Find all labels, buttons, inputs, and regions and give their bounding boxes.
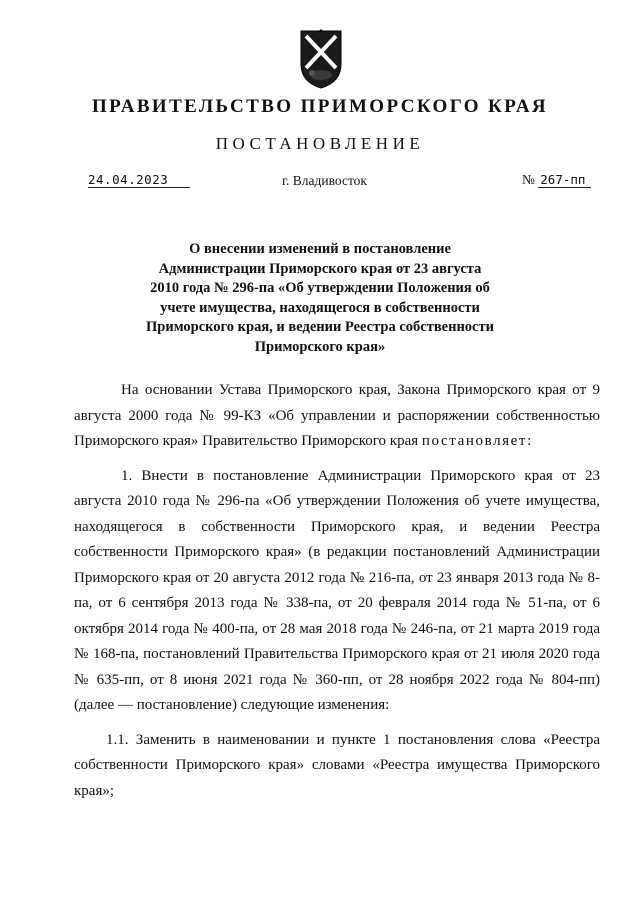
number-sign: № xyxy=(522,172,535,187)
decree-word: постановляет: xyxy=(421,433,533,449)
heading-line: 2010 года № 296-па «Об утверждении Положения об xyxy=(150,280,490,297)
heading-line: Приморского края» xyxy=(254,338,386,355)
document-date: 24.04.2023 xyxy=(88,172,190,188)
heading-line: Администрации Приморского края от 23 августа xyxy=(158,260,482,277)
heading-line: учете имущества, находящегося в собственности xyxy=(160,299,480,316)
document-body xyxy=(74,378,600,804)
number-value: 267-пп xyxy=(538,172,591,188)
item-1-1-paragraph: 1.1. Заменить в наименовании и пункте 1 постановления слова «Реестра собственности Приморского края» словами «Реестра имущества Приморского края»; xyxy=(74,731,600,799)
document-number xyxy=(522,172,591,188)
coat-of-arms-icon xyxy=(298,28,344,90)
preamble-text: На основании Устава Приморского края, Закона Приморского края от 9 августа 2000 года № 99-КЗ «Об управлении и распоряжении собственностью Приморского края» Правительство Приморского края xyxy=(74,382,600,449)
heading-line: Приморского края, и ведении Реестра собственности xyxy=(146,319,494,336)
item-1-paragraph: 1. Внести в постановление Администрации Приморского края от 23 августа 2010 года № 296-па «Об утверждении Положения об учете имущества, находящегося в собственности Приморского края, и ведении Реестра собственности Приморского края» (в редакции постановлений Администрации Приморского края от 20 августа 2012 года № 216-па, от 23 января 2013 года № 8-па, от 6 сентября 2013 года № 338-па, от 20 февраля 2014 года № 51-па, от 6 октября 2014 года № 400-па, от 28 мая 2018 года № 246-па, от 21 марта 2019 года № 168-па, постановлений Правительства Приморского края от 21 июля 2020 года № 635-пп, от 8 июня 2021 года № 360-пп, от 28 ноября 2022 года № 804-пп) (далее — постановление) следующие изменения: xyxy=(74,467,600,713)
document-type: ПОСТАНОВЛЕНИЕ xyxy=(215,134,425,153)
heading-line: О внесении изменений в постановление xyxy=(189,241,451,257)
document-heading xyxy=(130,240,510,358)
document-city: г. Владивосток xyxy=(282,173,367,188)
government-title: ПРАВИТЕЛЬСТВО ПРИМОРСКОГО КРАЯ xyxy=(91,96,549,117)
preamble-paragraph xyxy=(74,378,600,455)
